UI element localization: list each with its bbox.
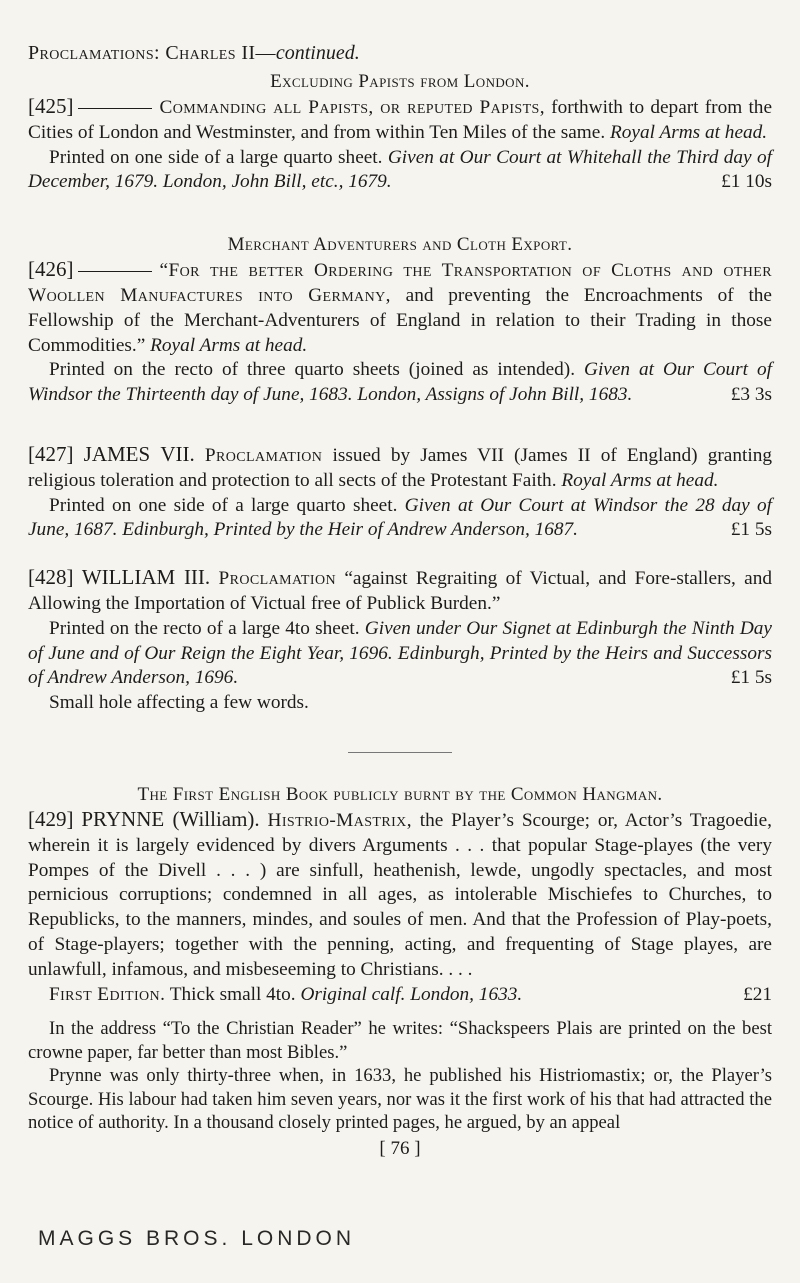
lot-given: Given at Our Court at Windsor the 28 day of June, 1687. Edinburgh, Printed by the Heir of Andrew Anderson, 1687. <box>28 494 772 541</box>
lot-label: Proclamation <box>204 444 323 466</box>
section-title-merchant-adventurers: Merchant Adventurers and Cloth Export. <box>227 234 573 256</box>
lot-note: Small hole affecting a few words. <box>49 692 309 714</box>
lot-printed: Printed on one side of a large quarto sheet. <box>49 494 398 516</box>
lot-author: PRYNNE (William). <box>81 806 260 831</box>
section-title-first-english-book: The First English Book publicly burnt by the Common Hangman. <box>137 783 663 805</box>
lot-title: Histrio-Mastrix, <box>267 809 412 831</box>
catalogue-page <box>28 40 772 1160</box>
lot-monarch: WILLIAM III. <box>81 565 211 590</box>
publisher-footer: MAGGS BROS. LONDON <box>38 1227 356 1250</box>
lot-monarch: JAMES VII. <box>83 441 195 466</box>
lot-number: [425] <box>28 94 74 118</box>
lot-printed: Printed on one side of a large quarto sheet. <box>49 146 383 168</box>
lot-title: Commanding all Papists, or reputed Papists, <box>159 97 545 118</box>
lot-given: Given under Our Signet at Edinburgh the Ninth Day of June and of Our Reign the Eight Year, 1696. Edinburgh, Printed by the Heirs and Successors of Andrew Anderson, 1696. <box>28 617 772 689</box>
lot-arms: Royal Arms at head. <box>150 334 308 356</box>
lot-format: Thick small 4to. <box>165 983 301 1005</box>
lot-edition: First Edition. <box>49 983 166 1005</box>
lot-label: Proclamation <box>218 568 336 590</box>
lot-426 <box>28 257 772 408</box>
lot-price: £1 5s <box>730 667 772 689</box>
lot-commentary: Prynne was only thirty-three when, in 1633, he published his Histriomastix; or, the Player’s Scourge. His labour had taken him seven years, nor was it the first work of his that had attracted the notice of authority. In a thousand closely printed pages, he argued, by an appeal <box>28 1065 772 1134</box>
running-head-continued: continued. <box>275 42 360 64</box>
lot-number: [427] <box>28 441 74 466</box>
lot-printed: Printed on the recto of three quarto sheets (joined as intended). <box>49 359 576 381</box>
lot-price: £1 5s <box>730 519 772 541</box>
lot-425 <box>28 94 772 195</box>
lot-429 <box>28 807 772 1135</box>
lot-arms: Royal Arms at head. <box>610 121 768 143</box>
lot-given: Given at Our Court of Windsor the Thirteenth day of June, 1683. London, Assigns of John Bill, 1683. <box>28 359 772 406</box>
lot-428 <box>28 565 772 716</box>
lot-description: issued by James VII (James II of England) granting religious toleration and protection to all sects of the Protestant Faith. <box>28 444 772 491</box>
lot-binding: Original calf. London, 1633. <box>300 983 523 1005</box>
lot-printed: Printed on the recto of a large 4to sheet. <box>49 617 360 639</box>
lot-arms: Royal Arms at head. <box>561 469 719 491</box>
lot-title: “For the better Ordering the Transportation of Cloths and other Woollen Manufactures into Germany, <box>28 260 772 306</box>
lot-description: the Player’s Scourge; or, Actor’s Tragoedie, wherein it is largely evidenced by divers Arguments . . . that popular Stage-playes (the very Pompes of the Divell . . . ) are sinfull, heathenish, lewde, ungodly spectacles, and most pernicious corruptions; condemned in all ages, as intolerable Mischiefes to Churches, to Republicks, to the manners, mindes, and soules of men. And that the Profession of Play-poets, of Stage-players; together with the penning, acting, and frequenting of Stage playes, are unlawfull, infamous, and misbeseeming to Christians. . . . <box>28 809 773 980</box>
lot-given: Given at Our Court at Whitehall the Third day of December, 1679. London, John Bill, etc., 1679. <box>28 146 772 193</box>
lot-commentary: In the address “To the Christian Reader” he writes: “Shackspeers Plais are printed on the best crowne paper, far better than most Bibles.” <box>28 1018 772 1063</box>
lot-description: and preventing the Encroachments of the Fellowship of the Merchant-Adventurers of England in relation to their Trading in those Commodities.” <box>28 284 772 356</box>
lot-description: “against Regraiting of Victual, and Fore-stallers, and Allowing the Importation of Victual free of Publick Burden.” <box>28 568 773 614</box>
running-head-text: Proclamations: Charles II— <box>28 42 276 64</box>
lot-number: [429] <box>28 806 74 831</box>
lot-price: £3 3s <box>730 384 772 406</box>
lot-number: [426] <box>28 257 74 282</box>
rule <box>78 271 152 272</box>
lot-427 <box>28 442 772 543</box>
lot-price: £1 10s <box>721 171 772 193</box>
running-head <box>28 40 772 66</box>
page-number: [ 76 ] <box>379 1137 421 1159</box>
lot-price: £21 <box>743 983 772 1005</box>
lot-description: forthwith to depart from the Cities of London and Westminster, and from within Ten Miles of the same. <box>28 97 772 143</box>
section-divider <box>348 752 452 753</box>
rule <box>78 108 152 109</box>
section-title-papists: Excluding Papists from London. <box>270 71 530 92</box>
lot-number: [428] <box>28 565 74 590</box>
